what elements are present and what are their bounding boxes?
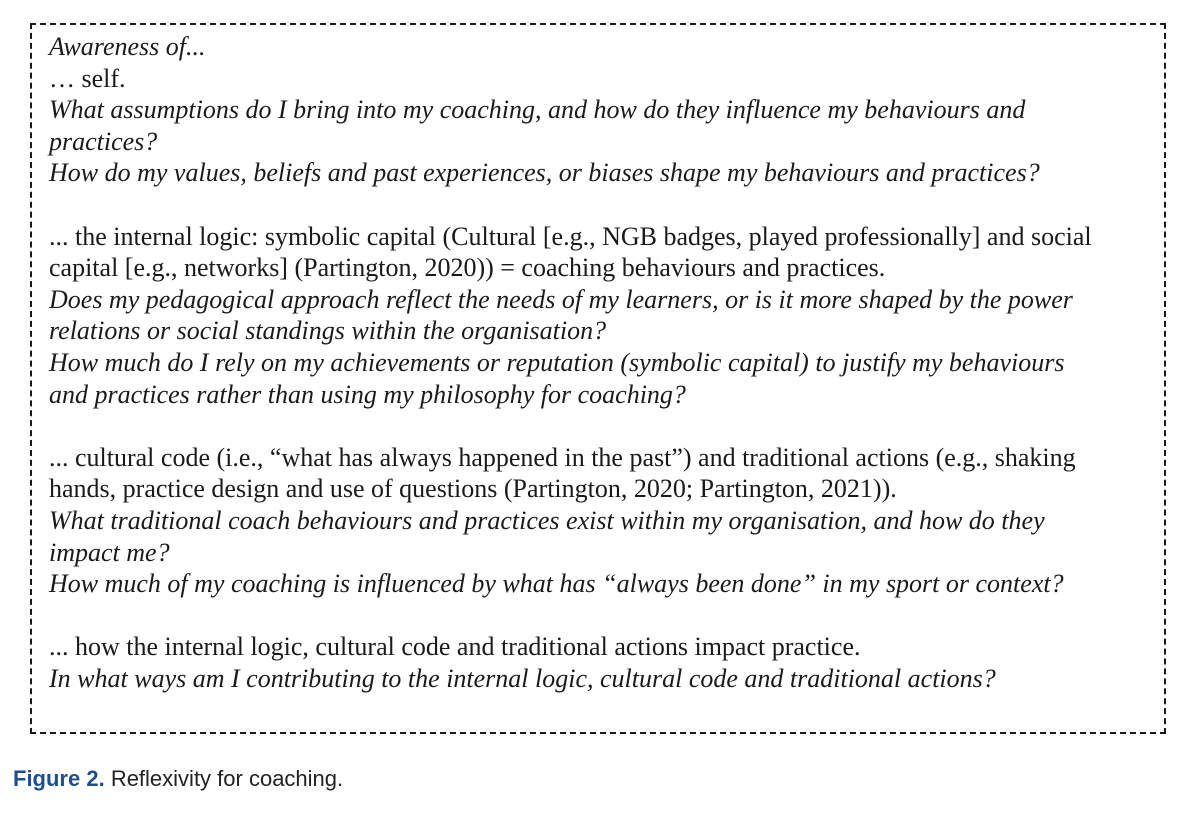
awareness-question-1a: What assumptions do I bring into my coaching, and how do they influence my behaviours and [49,95,1026,125]
internal-logic-question-2b: and practices rather than using my philosophy for coaching? [49,379,686,409]
section-spacer [49,410,1159,442]
impact-question-1: In what ways am I contributing to the internal logic, cultural code and traditional actions? [49,663,996,693]
figure-caption-text: Reflexivity for coaching. [110,766,344,791]
cultural-code-line-1: ... cultural code (i.e., “what has always happened in the past”) and traditional actions (e.g., shaking [49,442,1076,472]
awareness-question-2: How do my values, beliefs and past experiences, or biases shape my behaviours and practices? [49,158,1040,188]
section-spacer [49,600,1159,632]
cultural-code-question-2: How much of my coaching is influenced by what has “always been done” in my sport or context? [49,569,1064,599]
awareness-question-1b: practices? [49,126,158,156]
cultural-code-question-1a: What traditional coach behaviours and practices exist within my organisation, and how do they [49,505,1045,535]
internal-logic-line-1: ... the internal logic: symbolic capital (Cultural [e.g., NGB badges, played professionally] and social [49,221,1092,251]
figure-caption-label: Figure 2. [13,766,105,791]
internal-logic-line-2: capital [e.g., networks] (Partington, 2020)) = coaching behaviours and practices. [49,253,886,283]
awareness-heading: Awareness of... [49,32,206,61]
section-spacer [49,189,1159,221]
internal-logic-question-2a: How much do I rely on my achievements or reputation (symbolic capital) to justify my behaviours [49,347,1065,377]
cultural-code-question-1b: impact me? [49,537,170,567]
internal-logic-question-1b: relations or social standings within the organisation? [49,316,607,346]
impact-line-1: ... how the internal logic, cultural code and traditional actions impact practice. [49,632,861,662]
cultural-code-line-2: hands, practice design and use of questions (Partington, 2020; Partington, 2021)). [49,474,897,504]
figure-content [49,31,1159,694]
figure-caption [13,766,343,792]
awareness-self: … self. [49,63,126,93]
internal-logic-question-1a: Does my pedagogical approach reflect the needs of my learners, or is it more shaped by the power [49,284,1073,314]
